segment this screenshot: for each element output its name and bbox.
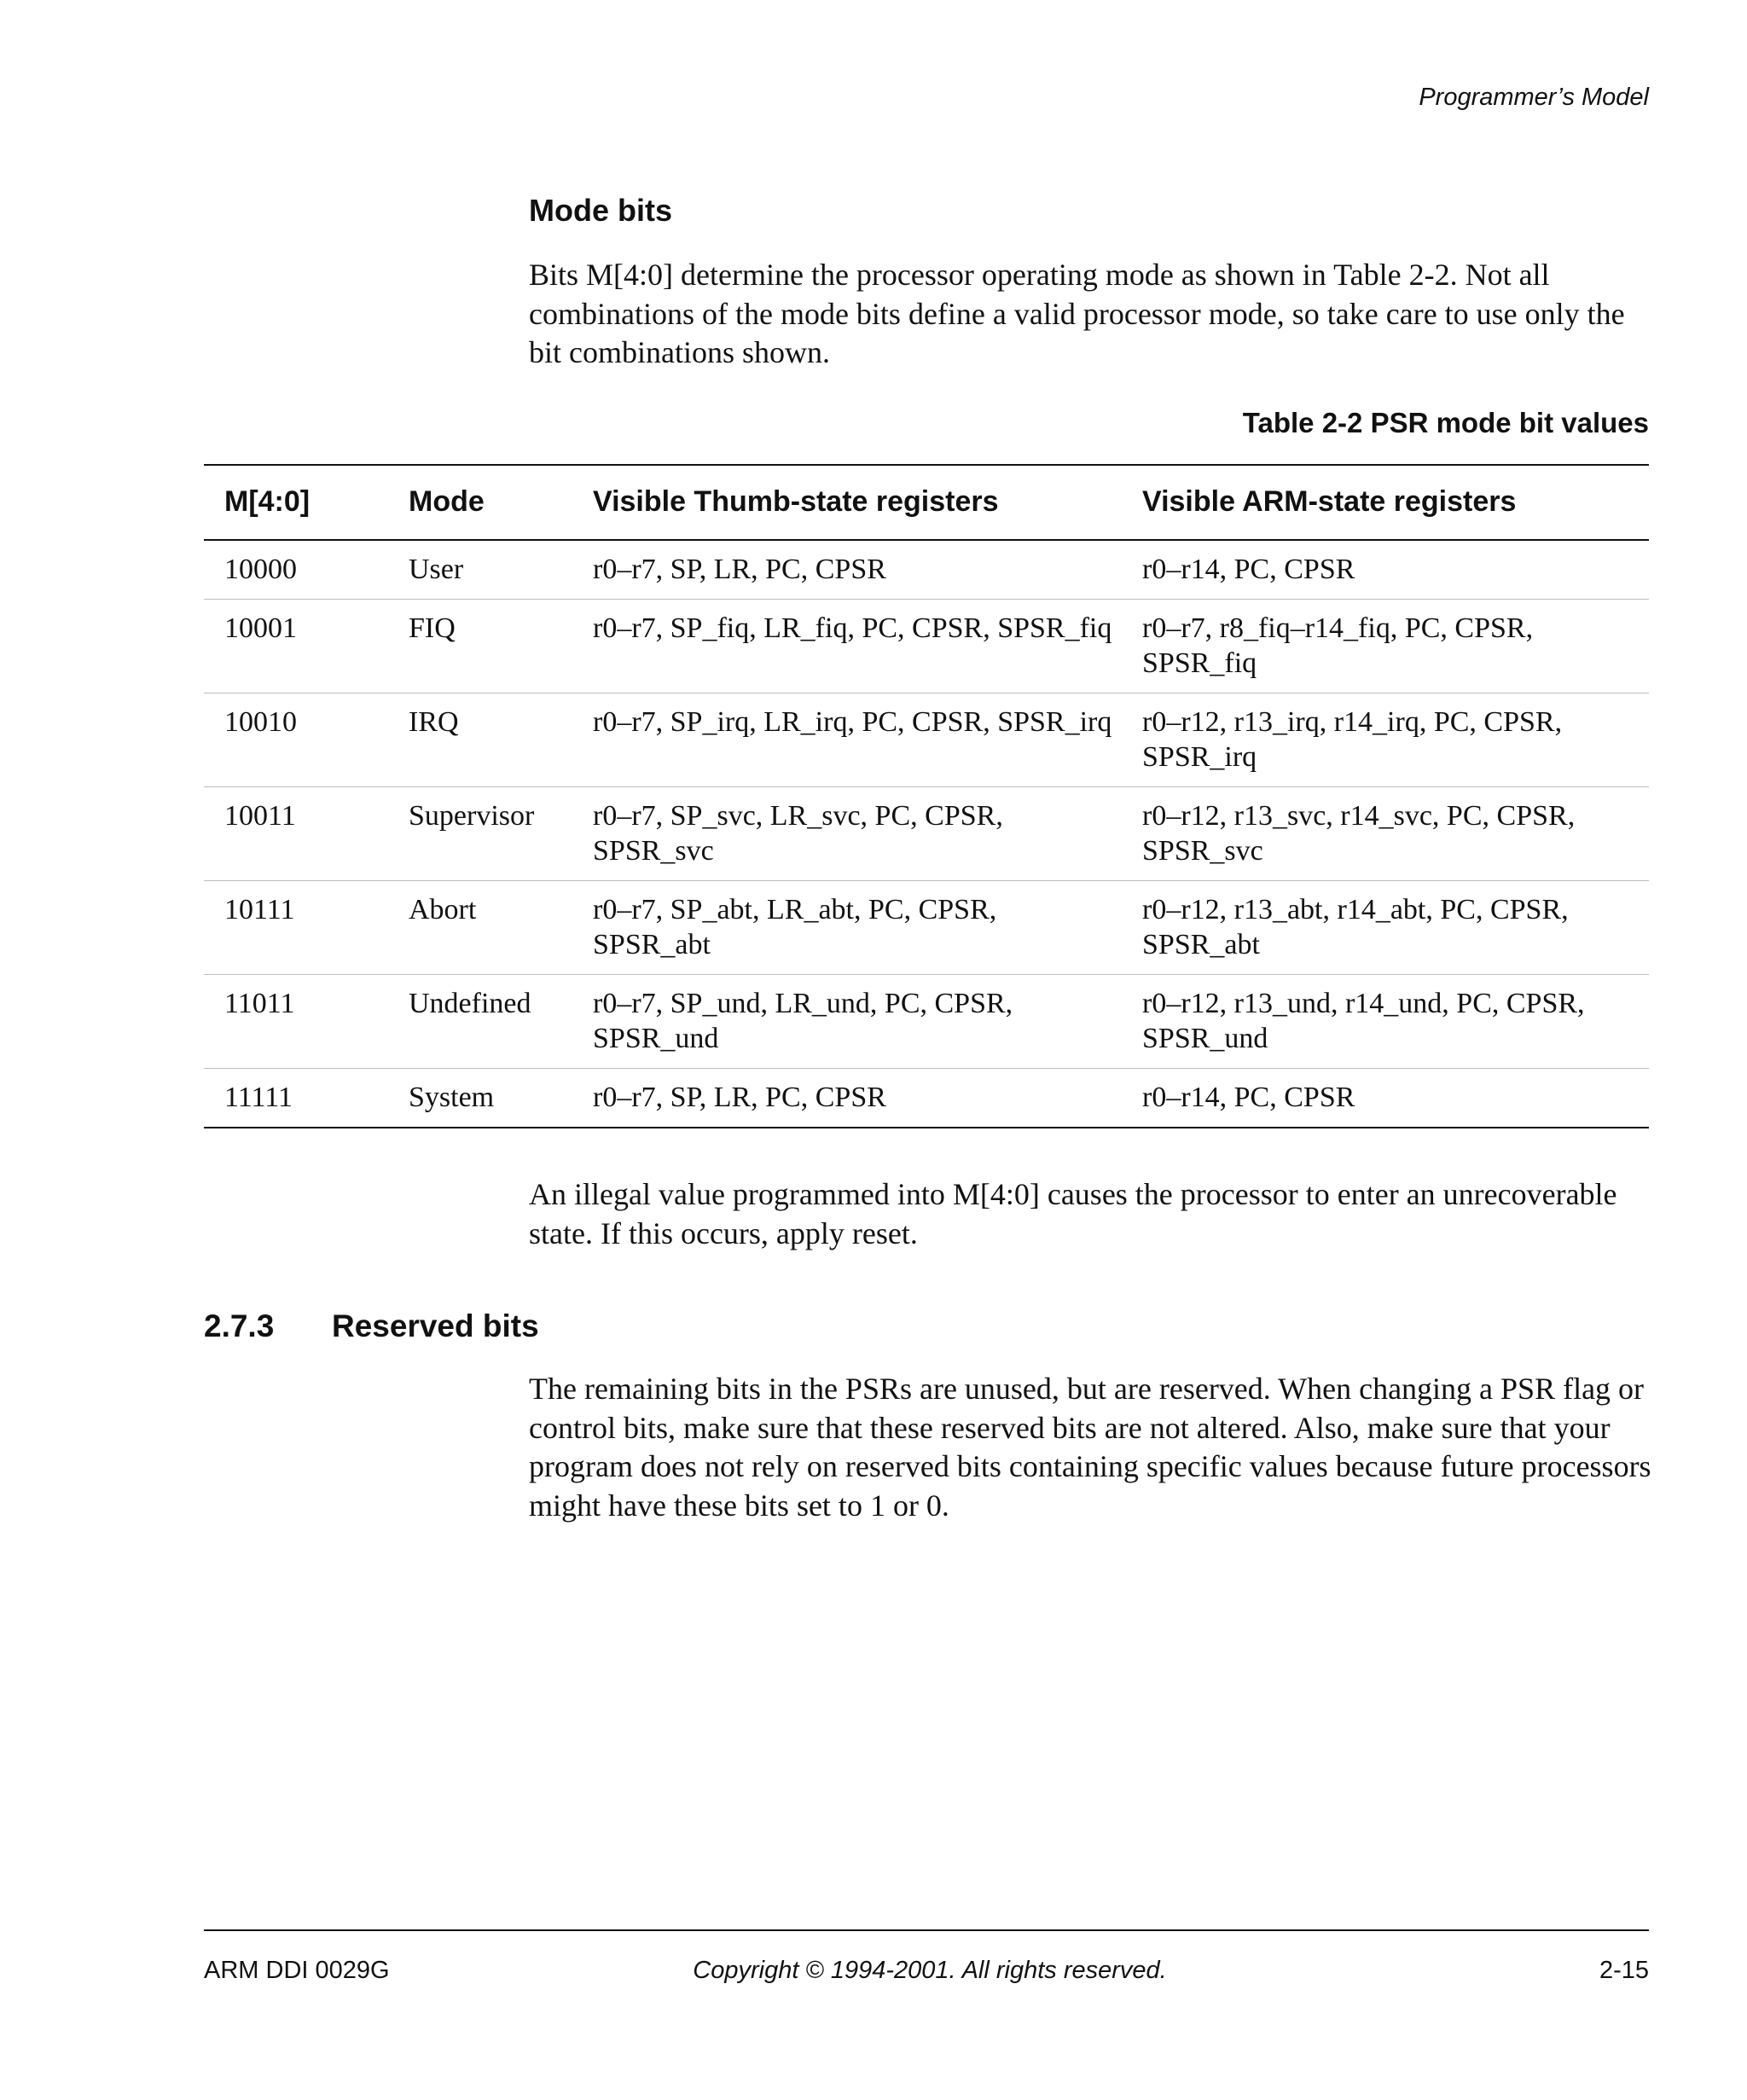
table-row (204, 975, 1649, 1069)
footer-document-id: ARM DDI 0029G (204, 1957, 390, 1984)
table-header-row (204, 465, 1649, 540)
section-title: Reserved bits (332, 1308, 539, 1343)
table-row (204, 693, 1649, 787)
column-header-thumb-registers: Visible Thumb-state registers (572, 465, 1122, 540)
cell-arm-registers: r0–r12, r13_abt, r14_abt, PC, CPSR, SPSR_abt (1122, 881, 1649, 975)
cell-thumb-registers: r0–r7, SP_fiq, LR_fiq, PC, CPSR, SPSR_fiq (572, 600, 1122, 693)
cell-mode: Supervisor (388, 787, 572, 881)
reserved-bits-paragraph: The remaining bits in the PSRs are unused, but are reserved. When changing a PSR flag or control bits, make sure that these reserved bits are not altered. Also, make sure that your program does not rely on reserved bits containing specific values because future processors might have these bits set to 1 or 0. (529, 1372, 1651, 1523)
cell-m-bits: 11111 (204, 1069, 388, 1128)
cell-thumb-registers: r0–r7, SP, LR, PC, CPSR (572, 540, 1122, 600)
mode-bits-heading: Mode bits (529, 193, 672, 228)
cell-arm-registers: r0–r14, PC, CPSR (1122, 1069, 1649, 1128)
cell-m-bits: 10111 (204, 881, 388, 975)
cell-m-bits: 10010 (204, 693, 388, 787)
cell-thumb-registers: r0–r7, SP_abt, LR_abt, PC, CPSR, SPSR_abt (572, 881, 1122, 975)
cell-arm-registers: r0–r12, r13_und, r14_und, PC, CPSR, SPSR_und (1122, 975, 1649, 1069)
cell-arm-registers: r0–r14, PC, CPSR (1122, 540, 1649, 600)
table-row (204, 787, 1649, 881)
cell-arm-registers: r0–r12, r13_irq, r14_irq, PC, CPSR, SPSR_irq (1122, 693, 1649, 787)
mode-bits-intro-paragraph: Bits M[4:0] determine the processor operating mode as shown in Table 2-2. Not all combinations of the mode bits define a valid processor mode, so take care to use only the bit combinations shown. (529, 258, 1625, 369)
table-row (204, 1069, 1649, 1128)
cell-thumb-registers: r0–r7, SP_svc, LR_svc, PC, CPSR, SPSR_svc (572, 787, 1122, 881)
cell-thumb-registers: r0–r7, SP_und, LR_und, PC, CPSR, SPSR_und (572, 975, 1122, 1069)
section-number: 2.7.3 (204, 1308, 275, 1343)
cell-mode: System (388, 1069, 572, 1128)
cell-mode: Undefined (388, 975, 572, 1069)
cell-mode: Abort (388, 881, 572, 975)
table-row (204, 540, 1649, 600)
cell-mode: IRQ (388, 693, 572, 787)
cell-m-bits: 10001 (204, 600, 388, 693)
cell-arm-registers: r0–r7, r8_fiq–r14_fiq, PC, CPSR, SPSR_fiq (1122, 600, 1649, 693)
column-header-mode: Mode (388, 465, 572, 540)
column-header-arm-registers: Visible ARM-state registers (1122, 465, 1649, 540)
psr-mode-table (204, 464, 1649, 1128)
cell-mode: FIQ (388, 600, 572, 693)
cell-thumb-registers: r0–r7, SP, LR, PC, CPSR (572, 1069, 1122, 1128)
footer-page-number: 2-15 (1599, 1957, 1649, 1984)
cell-arm-registers: r0–r12, r13_svc, r14_svc, PC, CPSR, SPSR_svc (1122, 787, 1649, 881)
running-header: Programmer’s Model (1419, 84, 1649, 111)
cell-m-bits: 10000 (204, 540, 388, 600)
cell-mode: User (388, 540, 572, 600)
cell-m-bits: 10011 (204, 787, 388, 881)
illegal-value-paragraph: An illegal value programmed into M[4:0] causes the processor to enter an unrecoverable state. If this occurs, apply reset. (529, 1177, 1617, 1250)
column-header-m-bits: M[4:0] (204, 465, 388, 540)
table-row (204, 881, 1649, 975)
footer-copyright: Copyright © 1994-2001. All rights reserved. (693, 1957, 1167, 1984)
cell-thumb-registers: r0–r7, SP_irq, LR_irq, PC, CPSR, SPSR_irq (572, 693, 1122, 787)
footer-divider (204, 1929, 1649, 1931)
table-caption: Table 2-2 PSR mode bit values (1242, 407, 1649, 438)
cell-m-bits: 11011 (204, 975, 388, 1069)
table-row (204, 600, 1649, 693)
